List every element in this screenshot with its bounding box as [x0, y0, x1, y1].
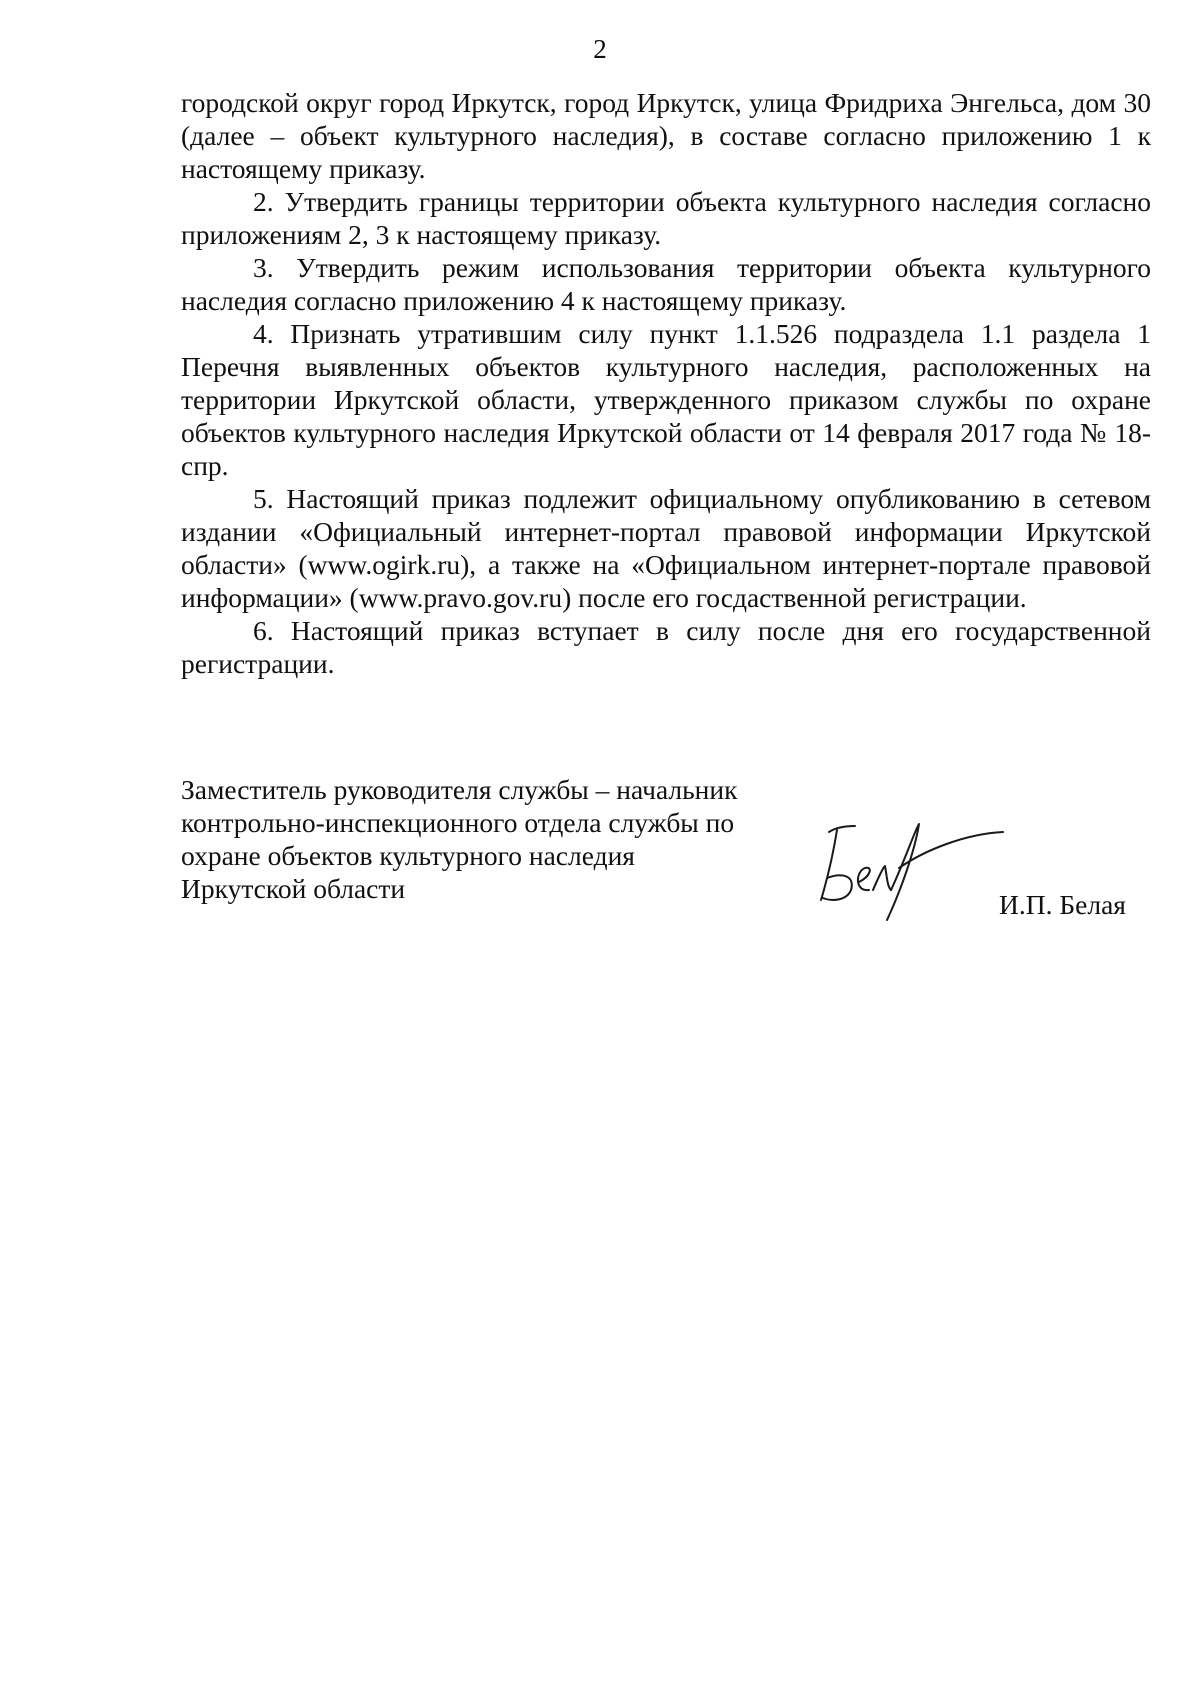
signatory-name: И.П. Белая: [999, 889, 1126, 920]
page-number: 2: [593, 34, 607, 64]
paragraph-continuation: городской округ город Иркутск, город Иркутск, улица Фридриха Энгельса, дом 30 (далее – объект культурного наследия), в составе согласно приложению 1 к настоящему приказу.: [181, 87, 1151, 184]
paragraph-item-2: 2. Утвердить границы территории объекта культурного наследия согласно приложениям 2, 3 к настоящему приказу.: [181, 186, 1151, 250]
document-body: [181, 86, 1151, 680]
signatory-position: [181, 773, 781, 905]
paragraph-item-3: 3. Утвердить режим использования территории объекта культурного наследия согласно приложению 4 к настоящему приказу.: [181, 252, 1151, 316]
signatory-position-line: Заместитель руководителя службы – начальник: [181, 774, 738, 805]
handwritten-signature: [815, 820, 1005, 930]
paragraph-item-4: 4. Признать утратившим силу пункт 1.1.526 подраздела 1.1 раздела 1 Перечня выявленных объектов культурного наследия, расположенных на территории Иркутской области, утвержденного приказом службы по охране объектов культурного наследия Иркутской области от 14 февраля 2017 года № 18-спр.: [181, 318, 1151, 481]
paragraph-item-6: 6. Настоящий приказ вступает в силу после дня его государственной регистрации.: [181, 615, 1151, 679]
signatory-position-line: охране объектов культурного наследия: [181, 840, 635, 871]
paragraph-item-5: 5. Настоящий приказ подлежит официальному опубликованию в сетевом издании «Официальный интернет-портал правовой информации Иркутской области» (www.ogirk.ru), а также на «Официальном интернет-портале правовой информации» (www.pravo.gov.ru) после его госдаственной регистрации.: [181, 483, 1151, 613]
signatory-position-line: контрольно-инспекционного отдела службы по: [181, 807, 735, 838]
signatory-position-line: Иркутской области: [181, 873, 406, 904]
